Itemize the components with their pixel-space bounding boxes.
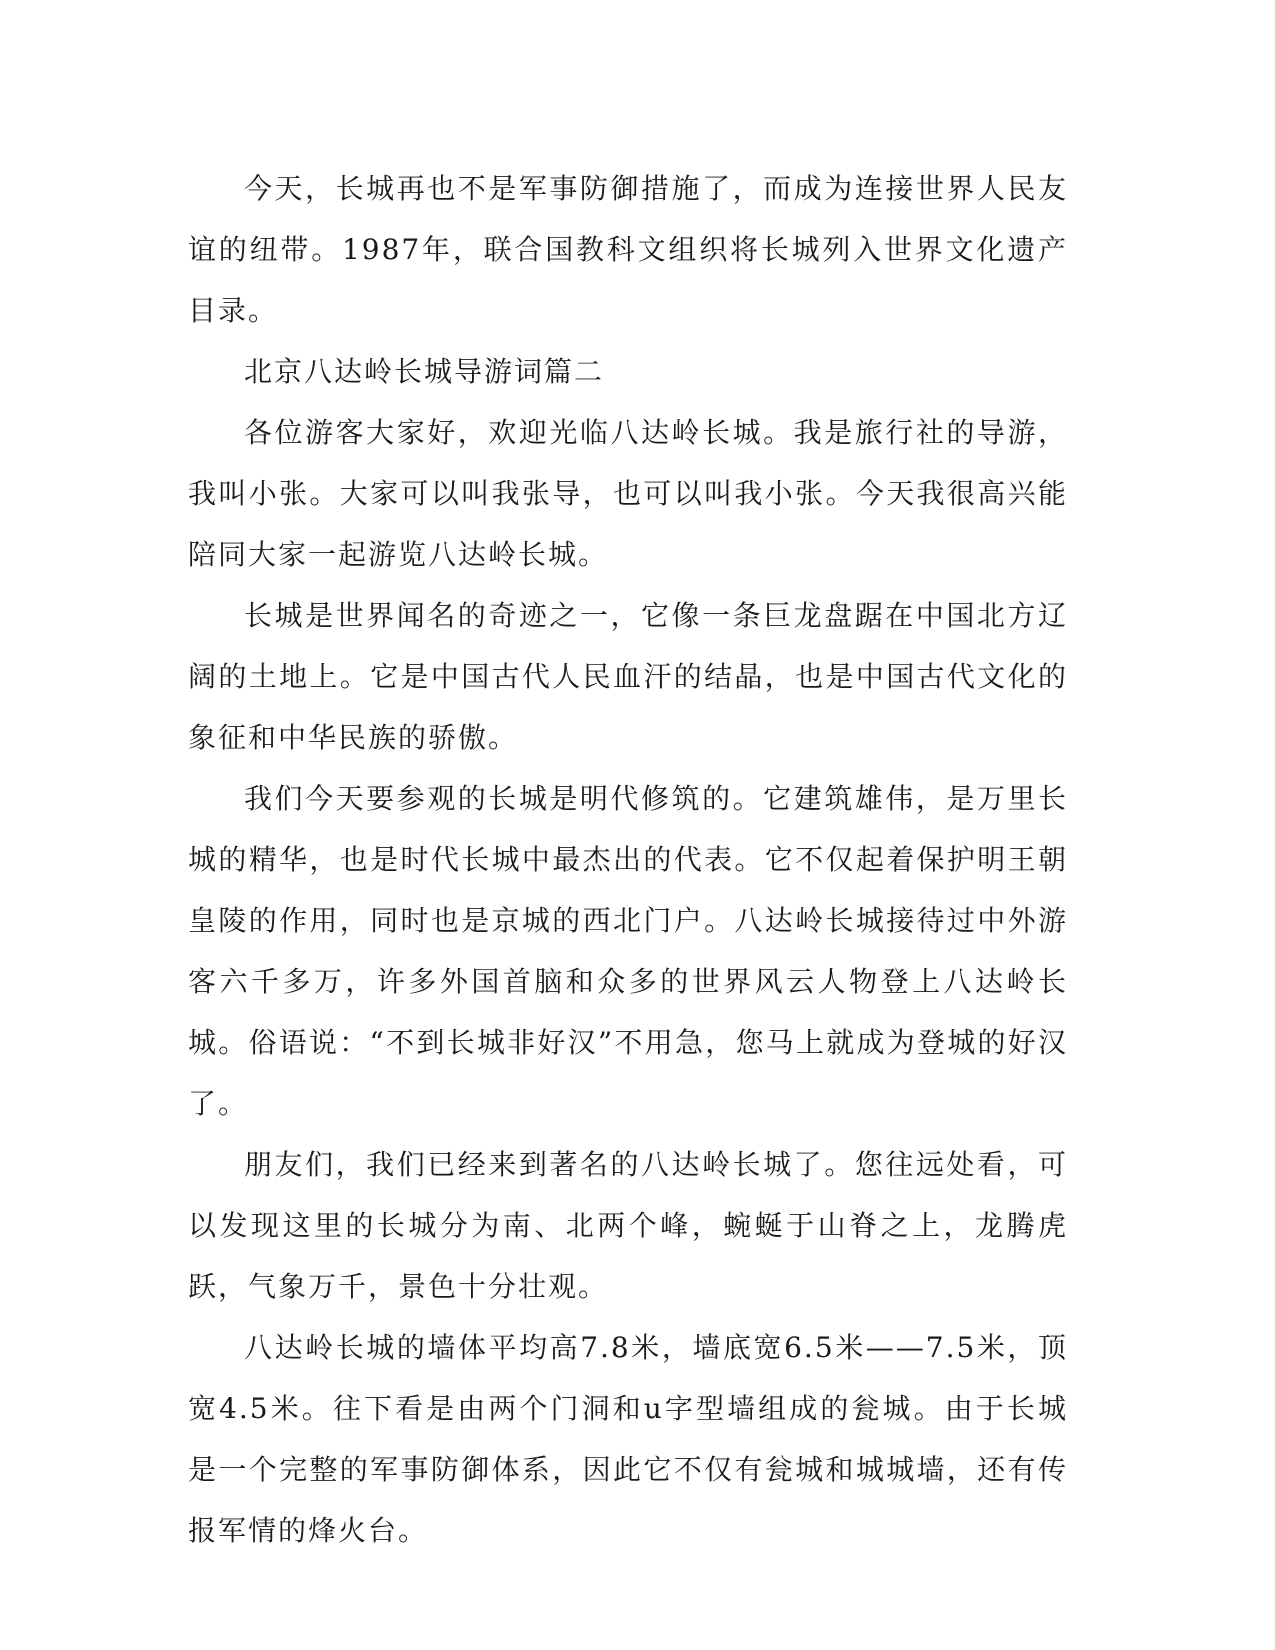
- paragraph: 我们今天要参观的长城是明代修筑的。它建筑雄伟，是万里长城的精华，也是时代长城中最杰出的代表。它不仅起着保护明王朝皇陵的作用，同时也是京城的西北门户。八达岭长城接待过中外游客六千多万，许多外国首脑和众多的世界风云人物登上八达岭长城。俗语说：“不到长城非好汉”不用急，您马上就成为登城的好汉了。: [188, 782, 1068, 1120]
- paragraph: 各位游客大家好，欢迎光临八达岭长城。我是旅行社的导游，我叫小张。大家可以叫我张导，也可以叫我小张。今天我很高兴能陪同大家一起游览八达岭长城。: [188, 416, 1068, 571]
- paragraph: 长城是世界闻名的奇迹之一，它像一条巨龙盘踞在中国北方辽阔的土地上。它是中国古代人民血汗的结晶，也是中国古代文化的象征和中华民族的骄傲。: [188, 599, 1068, 754]
- paragraph: 朋友们，我们已经来到著名的八达岭长城了。您往远处看，可以发现这里的长城分为南、北两个峰，蜿蜒于山脊之上，龙腾虎跃，气象万千，景色十分壮观。: [188, 1148, 1068, 1303]
- section-heading: 北京八达岭长城导游词篇二: [244, 355, 605, 388]
- paragraph: 今天，长城再也不是军事防御措施了，而成为连接世界人民友谊的纽带。1987年，联合国教科文组织将长城列入世界文化遗产目录。: [188, 172, 1068, 327]
- paragraph: 八达岭长城的墙体平均高7.8米，墙底宽6.5米——7.5米，顶宽4.5米。往下看是由两个门洞和u字型墙组成的瓮城。由于长城是一个完整的军事防御体系，因此它不仅有瓮城和城城墙，还有传报军情的烽火台。: [188, 1331, 1068, 1547]
- document-body: [188, 158, 1068, 1561]
